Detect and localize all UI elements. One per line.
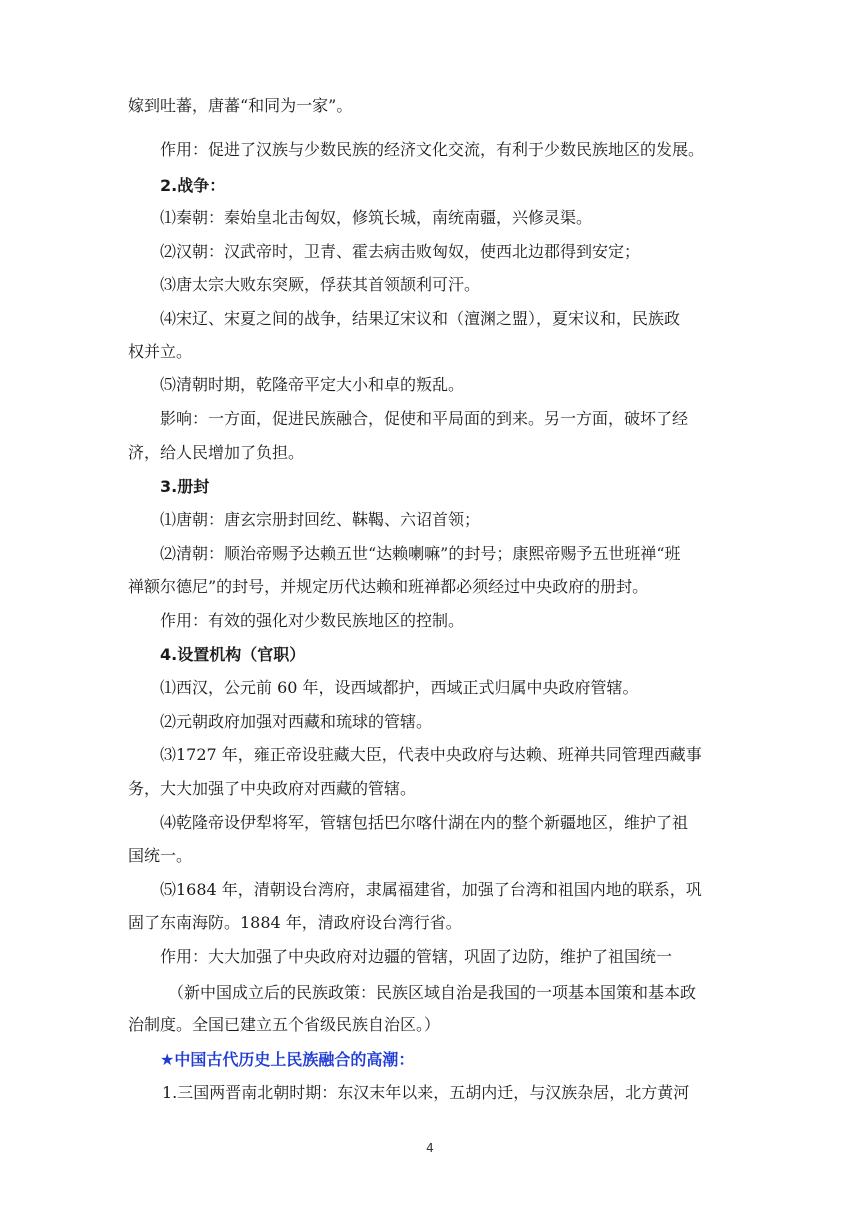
text-line-5: ⑵汉朝：汉武帝时，卫青、霍去病击败匈奴，使西北边郡得到安定；: [160, 242, 641, 261]
text-line-4: ⑴秦朝：秦始皇北击匈奴，修筑长城，南统南疆，兴修灵渠。: [160, 208, 593, 227]
text-line-23: 国统一。: [128, 846, 193, 865]
text-line-2: 作用：促进了汉族与少数民族的经济文化交流，有利于少数民族地区的发展。: [160, 140, 705, 159]
text-line-13: ⑴唐朝：唐玄宗册封回纥、靺鞨、六诏首领；: [160, 510, 481, 529]
text-line-15: 禅额尔德尼”的封号，并规定历代达赖和班禅都必须经过中央政府的册封。: [128, 577, 649, 596]
text-line-9: ⑸清朝时期，乾隆帝平定大小和卓的叛乱。: [160, 375, 465, 394]
text-line-7: ⑷宋辽、宋夏之间的战争，结果辽宋议和（澶渊之盟），夏宋议和，民族政: [160, 309, 681, 328]
text-line-19: ⑵元朝政府加强对西藏和琉球的管辖。: [160, 712, 433, 731]
text-line-20: ⑶1727 年，雍正帝设驻藏大臣，代表中央政府与达赖、班禅共同管理西藏事: [160, 745, 702, 764]
text-line-1: 嫁到吐蕃，唐蕃“和同为一家”。: [128, 96, 353, 115]
text-line-21: 务，大大加强了中央政府对西藏的管辖。: [128, 779, 417, 798]
text-line-11: 济，给人民增加了负担。: [128, 443, 305, 462]
section-heading-enfeoffment: 3.册封: [160, 477, 210, 496]
text-line-22: ⑷乾隆帝设伊犁将军，管辖包括巴尔喀什湖在内的整个新疆地区，维护了祖: [160, 813, 689, 832]
section-heading-war: 2.战争：: [160, 176, 226, 195]
text-line-25: 固了东南海防。1884 年，清政府设台湾行省。: [128, 913, 462, 932]
text-line-28: 治制度。全国已建立五个省级民族自治区。）: [128, 1015, 441, 1034]
page-number: 4: [426, 1141, 434, 1155]
section-heading-institutions: 4.设置机构（官职）: [160, 645, 306, 664]
text-line-6: ⑶唐太宗大败东突厥，俘获其首领颉利可汗。: [160, 275, 481, 294]
text-line-30: 1.三国两晋南北朝时期：东汉末年以来，五胡内迁，与汉族杂居，北方黄河: [162, 1083, 690, 1102]
text-line-26: 作用：大大加强了中央政府对边疆的管辖，巩固了边防，维护了祖国统一: [160, 947, 673, 966]
text-line-16: 作用：有效的强化对少数民族地区的控制。: [160, 611, 465, 630]
text-line-10: 影响：一方面，促进民族融合，促使和平局面的到来。另一方面，破坏了经: [160, 409, 689, 428]
text-line-27: （新中国成立后的民族政策：民族区域自治是我国的一项基本国策和基本政: [168, 983, 697, 1002]
text-line-18: ⑴西汉，公元前 60 年，设西域都护，西域正式归属中央政府管辖。: [160, 678, 639, 697]
text-line-14: ⑵清朝：顺治帝赐予达赖五世“达赖喇嘛”的封号；康熙帝赐予五世班禅“班: [160, 544, 681, 563]
text-line-8: 权并立。: [128, 342, 193, 361]
highlight-heading-ethnic-fusion: ★中国古代历史上民族融合的高潮：: [160, 1050, 415, 1069]
text-line-24: ⑸1684 年，清朝设台湾府，隶属福建省，加强了台湾和祖国内地的联系，巩: [160, 880, 702, 899]
